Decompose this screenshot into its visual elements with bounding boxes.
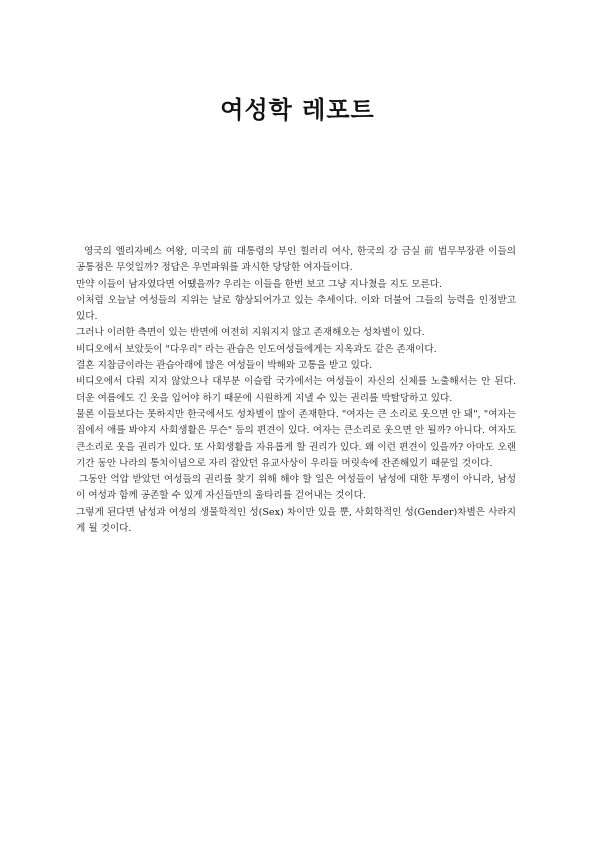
paragraph-10: 그렇게 된다면 남성과 여성의 생물학적인 성(Sex) 차이만 있을 뿐, 사회학적인 성(Gender)차별은 사라지게 될 것이다. — [76, 506, 516, 535]
paragraph-6: 결혼 지참금이라는 관습아래에 많은 여성들이 박해와 고통을 받고 있다. — [76, 360, 373, 372]
document-body — [76, 244, 516, 537]
paragraph-7: 비디오에서 다뤄 지지 않았으나 대부분 이슬람 국가에서는 여성들이 자신의 신체를 노출해서는 안 된다. 더운 여름에도 긴 옷을 입어야 하기 때문에 시원하게 지낼 수 있는 권리를 박탈당하고 있다. — [76, 376, 516, 404]
paragraph-5: 비디오에서 보았듯이 "다우리" 라는 관습은 인도여성들에게는 지옥과도 같은 존재이다. — [76, 343, 437, 355]
paragraph-9: 그동안 억압 받았던 여성들의 권리를 찾기 위해 해야 할 일은 여성들이 남성에 대한 투쟁이 아니라, 남성이 여성과 함께 공존할 수 있게 자신들만의 울타리를 걷어내는 것이다. — [76, 474, 516, 502]
paragraph-8: 물론 이들보다는 못하지만 한국에서도 성차별이 많이 존재한다. "여자는 큰 소리로 웃으면 안 돼", "여자는 집에서 애를 봐야지 사회생활은 무슨" 등의 편견이 있다. 여자는 큰소리로 웃으면 안 될까? 아니다. 여자도 큰소리로 웃을 권리가 있다. 또 사회생활을 자유롭게 할 권리가 있다. 왜 이런 편견이 있을까? 아마도 오랜 기간 동안 나라의 통치이념으로 자리 잡았던 유교사상이 우리들 머릿속에 잔존해있기 때문일 것이다. — [76, 408, 516, 469]
paragraph-2: 만약 이들이 남자였다면 어땠을까? 우리는 이들을 한번 보고 그냥 지나쳤을 지도 모른다. — [76, 278, 443, 290]
document-title: 여성학 레포트 — [220, 95, 375, 124]
paragraph-4: 그러나 이러한 측면이 있는 반면에 여전히 지워지지 않고 존재해오는 성차별이 있다. — [76, 327, 425, 339]
paragraph-1: 영국의 엘리자베스 여왕, 미국의 前 대통령의 부인 힐러리 여사, 한국의 강 금실 前 법무부장관 이들의 공통점은 무엇일까? 정답은 우먼파워를 과시한 당당한 여자들이다. — [76, 246, 516, 274]
paragraph-3: 이처럼 오늘날 여성들의 지위는 날로 향상되어가고 있는 추세이다. 이와 더불어 그들의 능력을 인정받고 있다. — [76, 294, 516, 323]
